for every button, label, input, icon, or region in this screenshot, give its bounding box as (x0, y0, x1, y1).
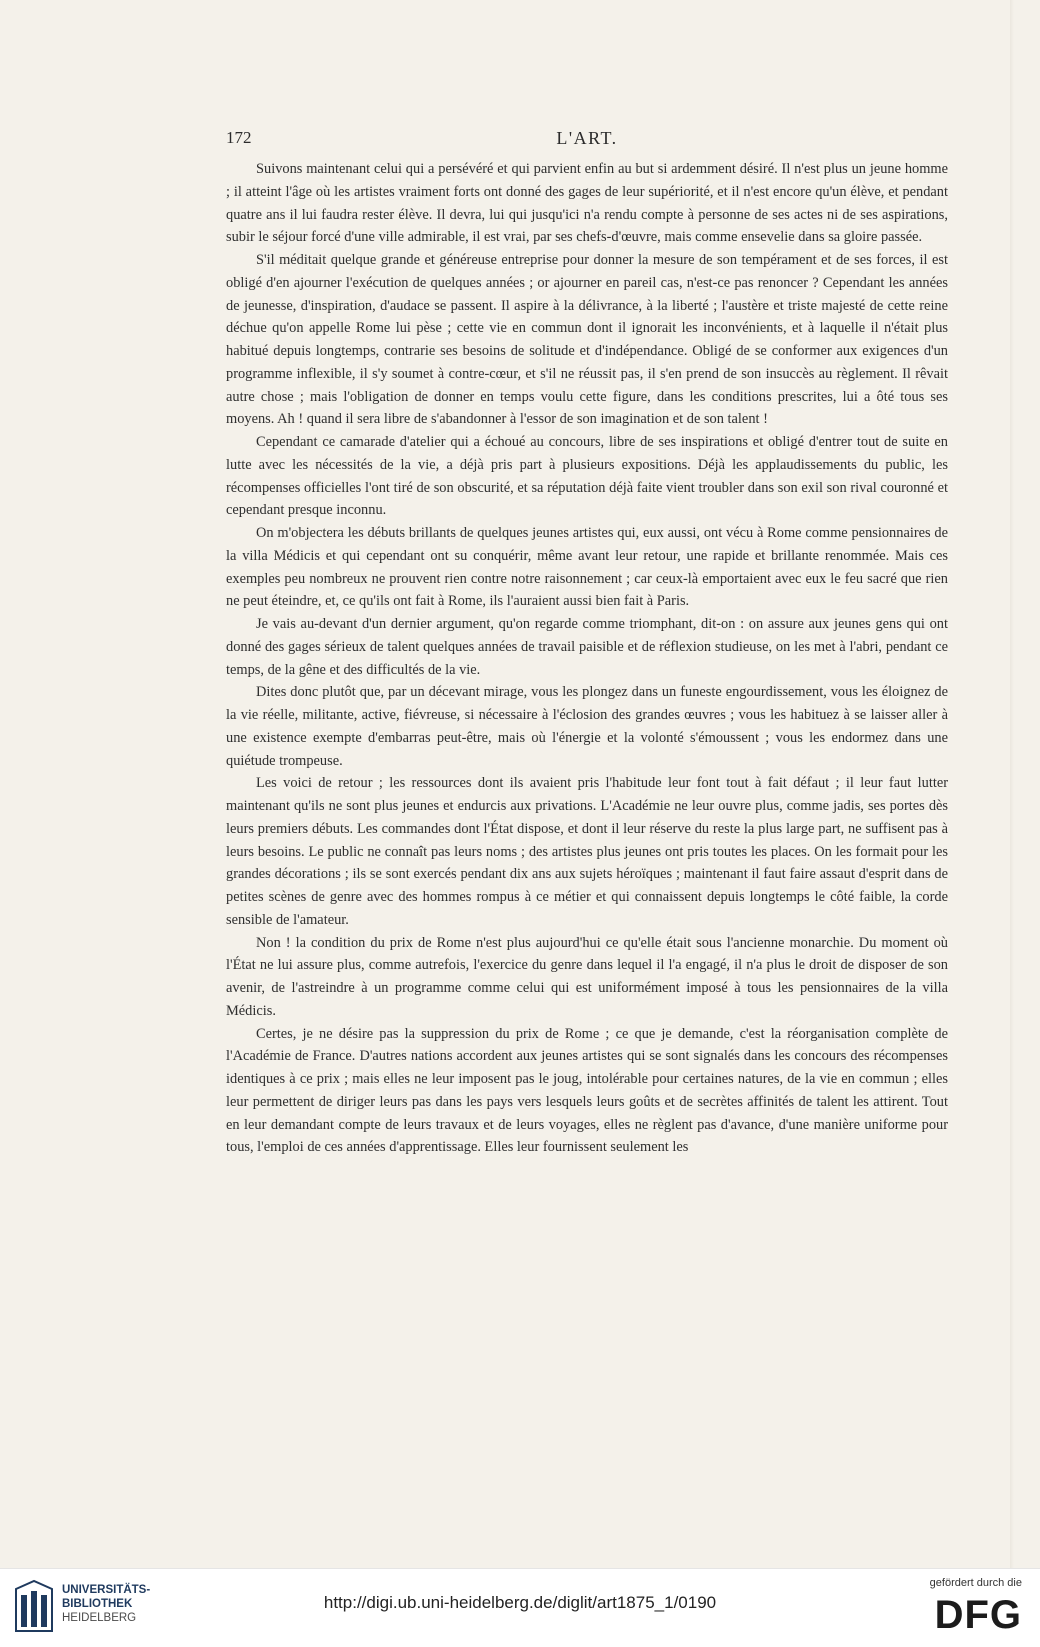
university-library-logo-icon (12, 1579, 56, 1635)
page-number: 172 (226, 128, 252, 147)
university-library-name (62, 1583, 150, 1625)
paragraph: Cependant ce camarade d'atelier qui a échoué au concours, libre de ses inspirations et obligé d'entrer tout de suite en lutte avec les nécessités de la vie, a déjà pris part à plusieurs expositions. Déjà les applaudissements du public, les récompenses officielles l'ont tiré de son obscurité, et sa réputation déjà faite vient troubler dans son exil son rival couronné et cependant presque inconnu. (226, 434, 948, 519)
article-body (226, 158, 948, 1159)
paragraph: S'il méditait quelque grande et généreuse entreprise pour donner la mesure de son tempérament et de ses forces, il est obligé d'en ajourner l'exécution de quelques années ; or ajourner en pareil cas, n'est-ce pas renoncer ? Cependant les années de jeunesse, d'inspiration, d'audace se passent. Il aspire à la délivrance, à la liberté ; l'austère et triste majesté de cette reine déchue qu'on appelle Rome lui pèse ; cette vie en commun dont il ignorait les inconvénients, et à laquelle il n'était plus habitué depuis longtemps, contrarie ses besoins de solitude et d'indépendance. Obligé de se conformer aux exigences d'un programme inflexible, il s'y soumet à contre-cœur, et s'il ne réussit pas, il s'en prend de son insuccès au règlement. Il rêvait autre chose ; mais l'obligation de donner en temps voulu cette figure, dans les conditions prescrites, lui a ôté tous ses moyens. Ah ! quand il sera libre de s'abandonner à l'essor de son imagination et de son talent ! (226, 252, 948, 428)
library-city: HEIDELBERG (62, 1612, 137, 1624)
paragraph: Dites donc plutôt que, par un décevant mirage, vous les plongez dans un funeste engourdissement, vous les éloignez de la vie réelle, militante, active, fiévreuse, si nécessaire à l'éclosion des grandes œuvres ; vous les habituez à se laisser aller à une existence exempte d'embarras peut-être, mais où l'énergie et la volonté s'émoussent ; vous les endormez dans une quiétude trompeuse. (226, 684, 948, 769)
paragraph: Non ! la condition du prix de Rome n'est plus aujourd'hui ce qu'elle était sous l'ancienne monarchie. Du moment où l'État ne lui assure plus, comme autrefois, l'exercice du genre dans lequel il l'a engagé, il n'a plus le droit de disposer de son avenir, de l'astreindre à un programme comme celui qui est uniformément imposé à tous les pensionnaires de la villa Médicis. (226, 934, 948, 1019)
library-name-line: BIBLIOTHEK (62, 1598, 133, 1610)
scan-edge-shadow (1010, 0, 1014, 1568)
paragraph: Suivons maintenant celui qui a persévéré et qui parvient enfin au but si ardemment désiré. Il n'est plus un jeune homme ; il atteint l'âge où les artistes vraiment forts ont donné des gages de leur supériorité, et il n'est encore qu'un élève, et pendant quatre ans il lui faudra rester élève. Il devra, lui qui jusqu'ici n'a rendu compte à personne de ses actes ni de ses aspirations, subir le séjour forcé d'une ville admirable, il est vrai, par ses chefs-d'œuvre, mais comme ensevelie dans sa gloire passée. (226, 161, 948, 246)
page-header (226, 128, 948, 152)
paragraph: Je vais au-devant d'un dernier argument, qu'on regarde comme triomphant, dit-on : on assure aux jeunes gens qui ont donné des gages sérieux de talent quelques années de travail paisible et de réflexion studieuse, on les met à l'abri, pendant ce temps, de la gêne et des difficultés de la vie. (226, 616, 948, 678)
viewer-footer (0, 1568, 1040, 1647)
sponsor-caption: gefördert durch die (929, 1577, 1022, 1589)
paragraph: Certes, je ne désire pas la suppression du prix de Rome ; ce que je demande, c'est la réorganisation complète de l'Académie de France. D'autres nations accordent aux jeunes artistes qui se sont signalés dans les concours des récompenses identiques à ce prix ; mais elles ne leur imposent pas le joug, intolérable pour certaines natures, de la vie en commun ; elles leur permettent de diriger leurs pas dans les pays vers lesquels leurs goûts et de secrètes affinités de talent les attirent. Tout en leur demandant compte de leurs travaux et de leurs voyages, elles ne règlent pas d'avance, d'une manière uniforme pour tous, l'emploi de ces années d'apprentissage. Elles leur fournissent seulement les (226, 1025, 948, 1156)
running-title: L'ART. (556, 128, 618, 148)
document-url-link[interactable]: http://digi.ub.uni-heidelberg.de/diglit/art1875_1/0190 (323, 1593, 717, 1612)
library-name-line: UNIVERSITÄTS- (62, 1584, 151, 1596)
dfg-logo: DFG (934, 1593, 1022, 1637)
paragraph: On m'objectera les débuts brillants de quelques jeunes artistes qui, eux aussi, ont vécu à Rome comme pensionnaires de la villa Médicis et qui cependant ont su conquérir, même avant leur retour, une rapide et brillante renommée. Mais ces exemples peu nombreux ne prouvent rien contre notre raisonnement ; car ceux-là emportaient avec eux le feu sacré que rien ne peut éteindre, et, ce qu'ils ont fait à Rome, ils l'auraient aussi bien fait à Paris. (226, 525, 948, 610)
paragraph: Les voici de retour ; les ressources dont ils avaient pris l'habitude leur font tout à fait défaut ; il leur faut lutter maintenant qu'ils ne sont plus jeunes et endurcis aux privations. L'Académie ne leur ouvre plus, comme jadis, ses portes dès leurs premiers débuts. Les commandes dont l'État dispose, et dont il leur réserve du reste la plus large part, ne suffisent pas à leurs besoins. Le public ne connaît pas leurs noms ; des artistes plus jeunes ont pris toutes les places. On les formait pour les grandes décorations ; ils se sont exercés pendant dix ans aux sujets héroïques ; maintenant il faut faire assaut d'esprit dans de petites scènes de genre avec des hommes rompus à ce métier et qui connaissent depuis longtemps le côté faible, la corde sensible de l'amateur. (226, 775, 948, 928)
